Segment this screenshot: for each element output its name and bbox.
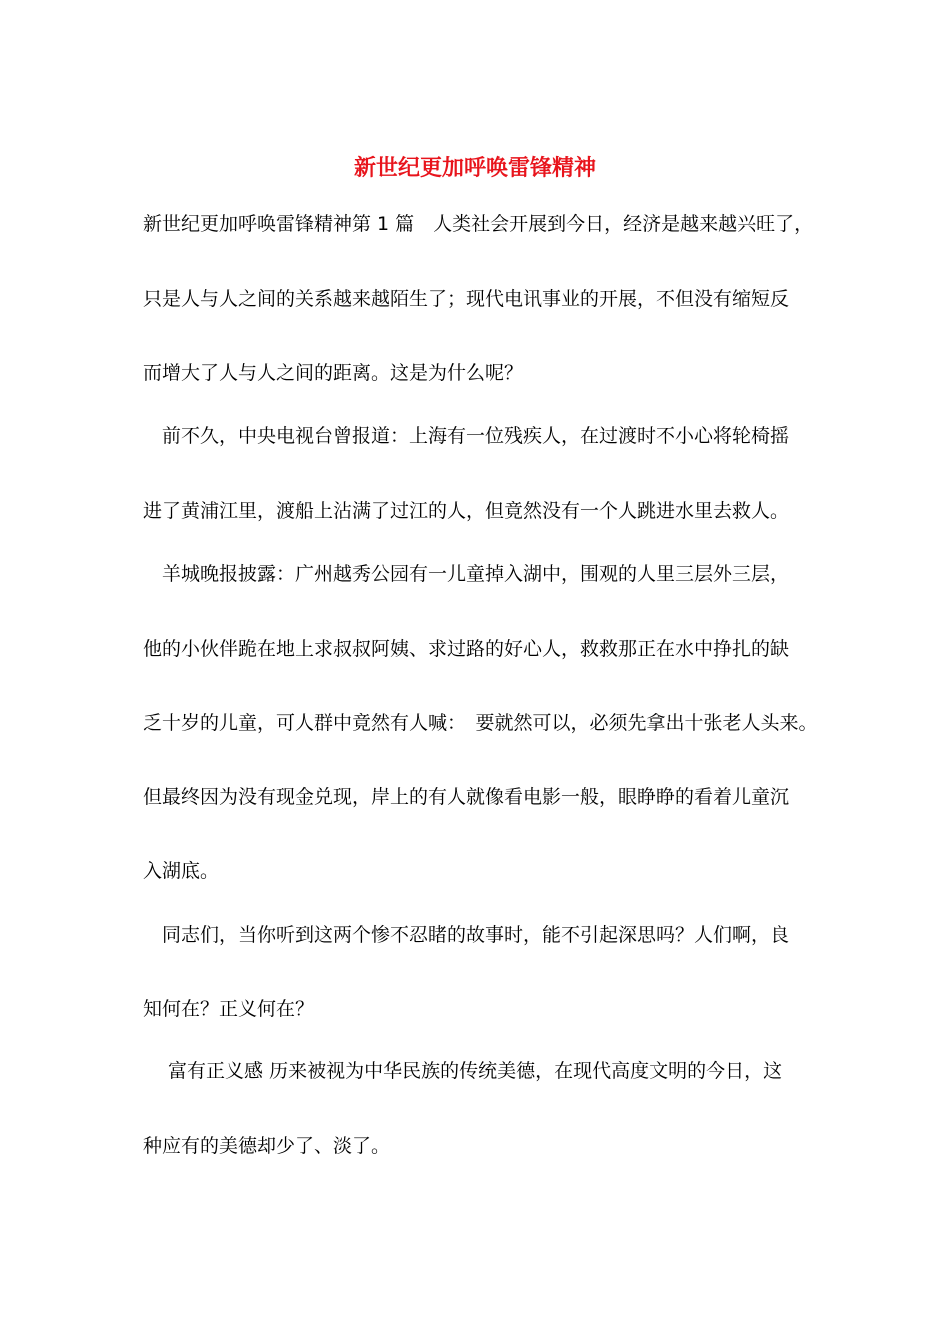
body-line-10: 入湖底。	[143, 860, 220, 882]
body-line-13: 富有正义感 历来被视为中华民族的传统美德，在现代高度文明的今日，这	[143, 1060, 783, 1082]
body-line-8: 乏十岁的儿童，可人群中竟然有人喊： 要就然可以，必须先拿出十张老人头来。	[143, 712, 818, 734]
body-line-6: 羊城晚报披露：广州越秀公园有一儿童掉入湖中，围观的人里三层外三层，	[143, 563, 790, 585]
body-line-7: 他的小伙伴跪在地上求叔叔阿姨、求过路的好心人，救救那正在水中挣扎的缺	[143, 638, 790, 660]
body-line-12: 知何在？正义何在？	[143, 998, 315, 1020]
body-line-4: 前不久，中央电视台曾报道：上海有一位残疾人，在过渡时不小心将轮椅摇	[143, 425, 790, 447]
body-line-3: 而增大了人与人之间的距离。这是为什么呢？	[143, 362, 524, 384]
body-line-14: 种应有的美德却少了、淡了。	[143, 1135, 391, 1157]
document-title: 新世纪更加呼唤雷锋精神	[353, 155, 596, 181]
body-line-9: 但最终因为没有现金兑现，岸上的有人就像看电影一般，眼睁睁的看着儿童沉	[143, 786, 790, 808]
body-line-1: 新世纪更加呼唤雷锋精神第 1 篇 人类社会开展到今日，经济是越来越兴旺了，	[143, 213, 814, 235]
body-line-11: 同志们，当你听到这两个惨不忍睹的故事时，能不引起深思吗？人们啊，良	[143, 924, 790, 946]
body-line-2: 只是人与人之间的关系越来越陌生了；现代电讯事业的开展，不但没有缩短反	[143, 288, 790, 310]
body-line-5: 进了黄浦江里，渡船上沾满了过江的人，但竟然没有一个人跳进水里去救人。	[143, 500, 790, 522]
